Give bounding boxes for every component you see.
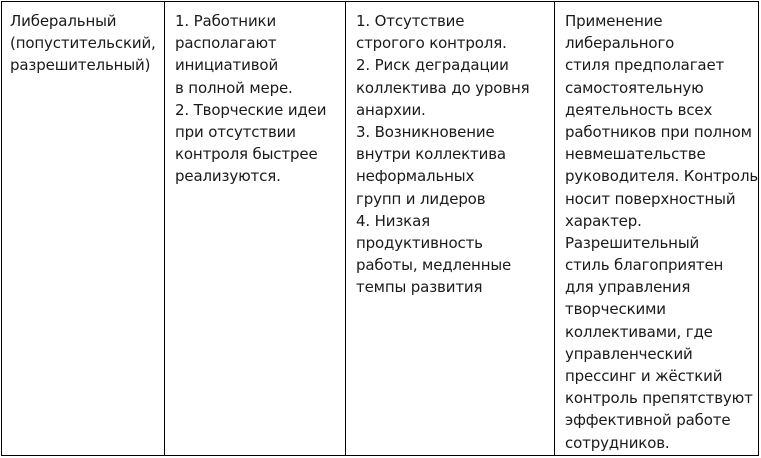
advantages-line: 1. Работники [175,12,277,30]
disadvantages-line: внутри коллектива [356,145,506,164]
application-cell [555,2,758,455]
disadvantages-line: 2. Риск деградации [356,56,509,75]
disadvantages-text [356,10,530,298]
application-line: стиль благоприятен [565,256,724,275]
application-line: работников при полном [565,122,752,141]
application-line: невмешательстве [565,145,706,164]
disadvantages-line: 4. Низкая [356,211,431,230]
application-line: самостоятельную [565,78,704,97]
disadvantages-line: коллектива до уровня [356,78,530,97]
advantages-line: при отсутствии [175,122,296,141]
advantages-line: контроля быстрее [175,145,318,164]
application-line: сотрудников. [565,433,670,452]
leadership-style-table [1,1,759,456]
application-line: руководителя. Контроль [565,167,759,186]
disadvantages-line: 1. Отсутствие [356,12,465,30]
disadvantages-line: продуктивность [356,233,483,252]
application-line: коллективами, где [565,322,713,341]
disadvantages-line: темпы развития [356,278,483,297]
advantages-line: 2. Творческие идеи [175,100,327,119]
application-line: характер. [565,211,642,230]
application-text [565,10,758,454]
disadvantages-line: работы, медленные [356,256,512,275]
style-name-cell [2,2,165,455]
application-line: прессинг и жёсткий [565,367,723,385]
application-line: носит поверхностный [565,189,736,208]
advantages-line: реализуются. [175,167,281,186]
application-line: для управления [565,278,691,297]
advantages-text [175,10,326,188]
style-name-line: (попустительский, [10,34,156,53]
application-line: управленческий [565,344,693,363]
application-line: творческими [565,300,666,319]
disadvantages-line: 3. Возникновение [356,122,495,141]
disadvantages-line: групп и лидеров [356,189,486,208]
style-name-text [10,10,156,77]
advantages-line: располагают [175,34,277,53]
advantages-line: инициативой [175,56,279,75]
application-line: деятельность всех [565,100,713,119]
application-line: контроль препятствуют [565,389,753,408]
application-line: стиля предполагает [565,56,725,75]
application-line: либерального [565,34,675,53]
application-line: Разрешительный [565,233,700,252]
application-line: Применение [565,12,663,30]
disadvantages-cell [346,2,555,455]
application-line: эффективной работе [565,411,731,430]
disadvantages-line: анархии. [356,100,426,119]
advantages-line: в полной мере. [175,78,293,97]
advantages-cell [165,2,346,455]
disadvantages-line: строгого контроля. [356,34,507,53]
disadvantages-line: неформальных [356,167,475,186]
style-name-line: Либеральный [10,12,117,30]
style-name-line: разрешительный) [10,56,151,75]
